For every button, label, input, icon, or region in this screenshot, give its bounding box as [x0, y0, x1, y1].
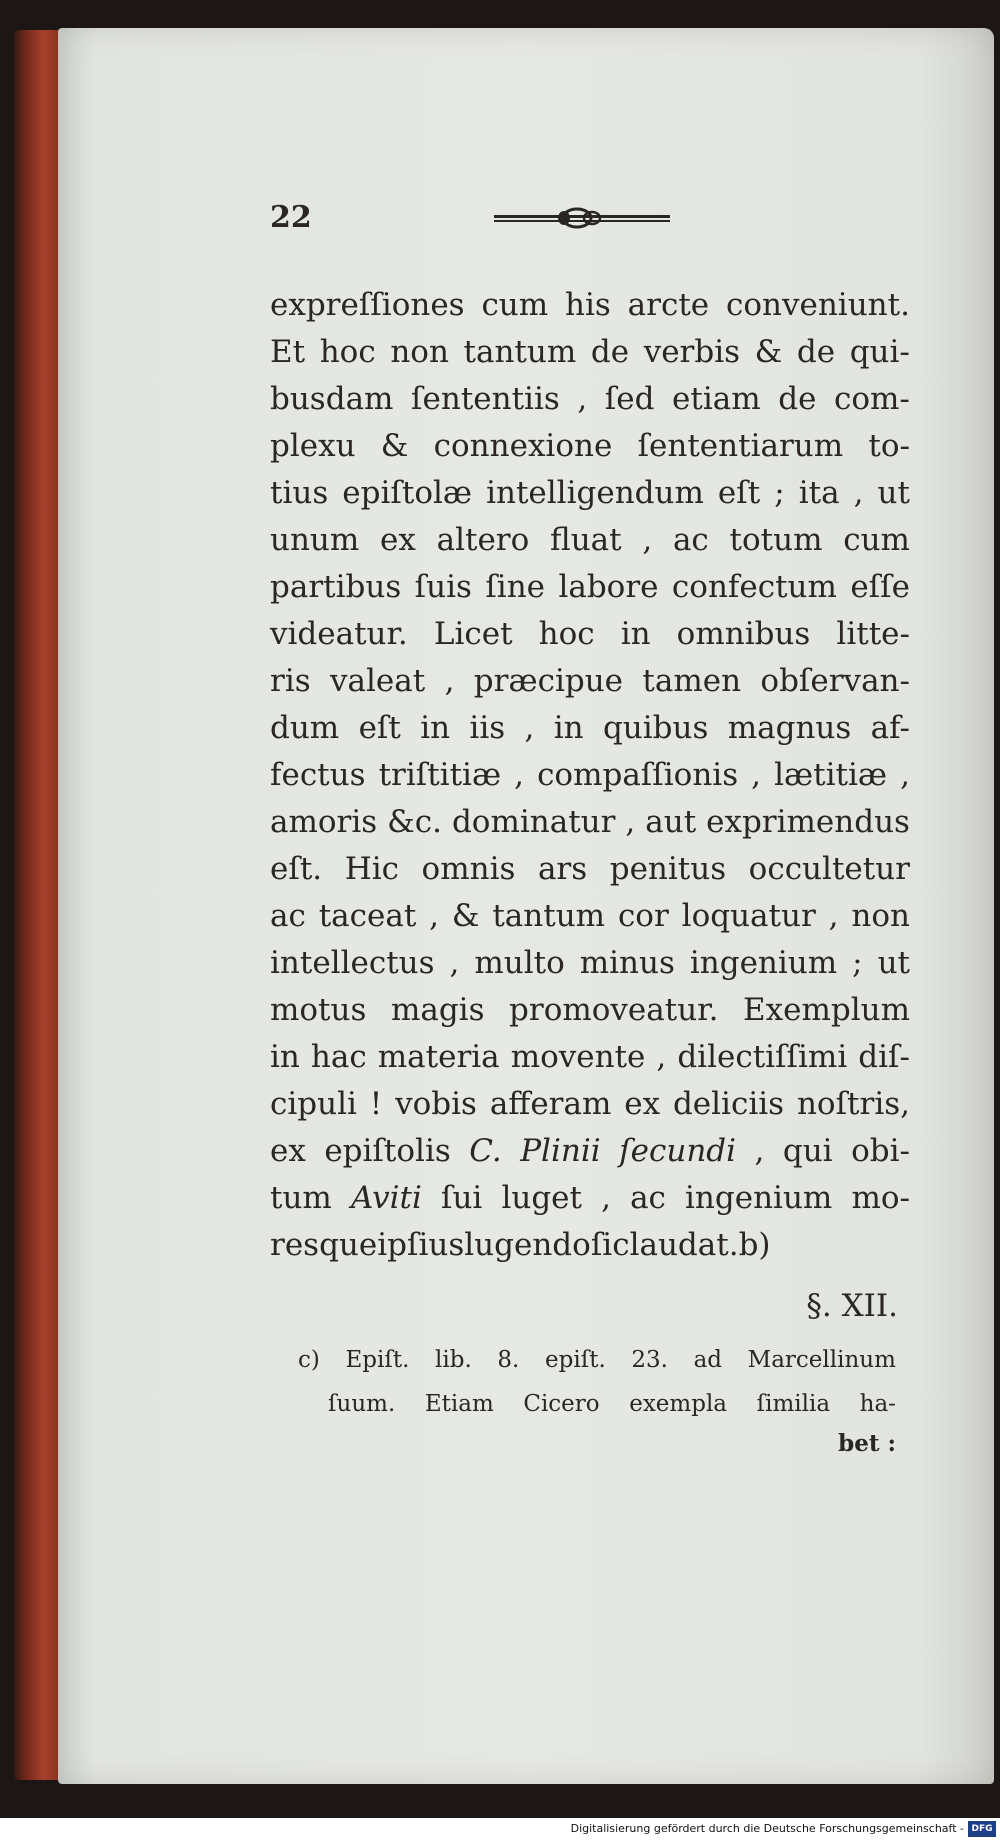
word: magis	[390, 992, 485, 1028]
word: loquatur	[681, 898, 816, 934]
text-line	[270, 329, 910, 376]
footnote-word: ad	[693, 1347, 723, 1373]
word: in	[420, 710, 451, 746]
text-line	[270, 799, 910, 846]
footnote-word: exempla	[629, 1391, 728, 1417]
word: Plinii	[520, 1133, 601, 1169]
footnote-line	[298, 1382, 896, 1426]
word: ingenium	[685, 1180, 833, 1216]
word: cum	[843, 522, 910, 558]
word: Licet	[433, 616, 513, 652]
word: ſententiarum	[637, 428, 844, 464]
word: ,	[853, 475, 864, 511]
word: ,	[577, 381, 588, 417]
word: dominatur	[451, 804, 616, 840]
word: in	[620, 616, 651, 652]
word: in	[270, 1039, 300, 1075]
text-line	[270, 423, 910, 470]
word: videatur.	[270, 616, 408, 652]
word: intelligendum	[486, 475, 704, 511]
word: fectus	[270, 757, 366, 793]
word: cum	[481, 287, 549, 323]
word: qui-	[849, 334, 910, 370]
word: ,	[444, 663, 455, 699]
word: ,	[449, 945, 460, 981]
word: eſt.	[270, 851, 323, 887]
word: intellectus	[270, 945, 435, 981]
word: epiſtolis	[324, 1133, 451, 1169]
word: ,	[642, 522, 653, 558]
text-line	[270, 1034, 910, 1081]
word: ſed	[604, 381, 655, 417]
word: ita	[798, 475, 840, 511]
text-line	[270, 1222, 910, 1269]
word: ,	[429, 898, 440, 934]
page-number: 22	[270, 200, 312, 235]
word: quibus	[602, 710, 709, 746]
word: non	[851, 898, 910, 934]
word: !	[369, 1086, 383, 1122]
word: his	[565, 287, 611, 323]
text-line	[270, 517, 910, 564]
text-line	[270, 611, 910, 658]
word: obſervan-	[760, 663, 910, 699]
text-line	[270, 987, 910, 1034]
word: ac	[270, 898, 306, 934]
word: deliciis	[672, 1086, 785, 1122]
word: taceat	[318, 898, 417, 934]
word: connexione	[433, 428, 613, 464]
word: ,	[524, 710, 535, 746]
word: eſſe	[850, 569, 910, 605]
text-line	[270, 1175, 910, 1222]
word: ac	[672, 522, 709, 558]
text-line	[270, 1081, 910, 1128]
footnote-word: lib.	[435, 1347, 472, 1373]
text-line	[270, 470, 910, 517]
dfg-logo-icon: DFG	[968, 1821, 996, 1837]
footnote-line	[298, 1338, 896, 1382]
word: materia	[377, 1039, 500, 1075]
word: de	[778, 381, 817, 417]
footnote-word: c)	[298, 1347, 320, 1373]
word: ,	[514, 757, 525, 793]
word: omnis	[421, 851, 516, 887]
word: cor	[617, 898, 669, 934]
word: dilectiſſimi	[677, 1039, 848, 1075]
word: ſecundi	[619, 1133, 737, 1169]
word: magnus	[727, 710, 852, 746]
word: ut	[877, 945, 910, 981]
footnote-word: Epiſt.	[345, 1347, 410, 1373]
footnote-word: ſuum.	[328, 1391, 396, 1417]
text-line	[270, 282, 910, 329]
word: cipuli	[270, 1086, 357, 1122]
word: ſui	[440, 1180, 483, 1216]
word: motus	[270, 992, 367, 1028]
word: ipſius	[377, 1227, 465, 1263]
word: conveniunt.	[725, 287, 910, 323]
word: to-	[868, 428, 910, 464]
word: promoveatur.	[509, 992, 719, 1028]
word: expreſſiones	[270, 287, 465, 323]
word: ,	[751, 757, 762, 793]
footnote-word: ha-	[859, 1391, 896, 1417]
text-line	[270, 658, 910, 705]
word: resque	[270, 1227, 378, 1263]
word: plexu	[270, 428, 356, 464]
word: amoris	[270, 804, 378, 840]
word: Et	[270, 334, 306, 370]
footnote-word: 8.	[497, 1347, 520, 1373]
word: obi-	[851, 1133, 910, 1169]
word: valeat	[330, 663, 426, 699]
word: ex	[270, 1133, 306, 1169]
word: ex	[624, 1086, 661, 1122]
catchword: bet :	[838, 1430, 896, 1457]
text-line	[270, 564, 910, 611]
word: labore	[558, 569, 659, 605]
word: &	[754, 334, 783, 370]
word: multo	[474, 945, 565, 981]
word: hac	[310, 1039, 367, 1075]
word: ingenium	[689, 945, 838, 981]
word: eſt	[358, 710, 401, 746]
word: compaſſionis	[537, 757, 739, 793]
word: epiſtolæ	[342, 475, 473, 511]
word: in	[553, 710, 584, 746]
word: partibus	[270, 569, 402, 605]
word: ut	[877, 475, 910, 511]
digitization-footer	[0, 1818, 1000, 1842]
text-line	[270, 940, 910, 987]
word: laudat.	[629, 1227, 739, 1263]
word: busdam	[270, 381, 394, 417]
word: omnibus	[676, 616, 811, 652]
footnote-word: Etiam	[424, 1391, 494, 1417]
text-line	[270, 705, 910, 752]
word: aut	[645, 804, 697, 840]
word: penitus	[609, 851, 727, 887]
footnote-word: Cicero	[523, 1391, 600, 1417]
word: non	[390, 334, 449, 370]
word: ars	[537, 851, 588, 887]
word: ;	[774, 475, 785, 511]
word: Aviti	[350, 1180, 422, 1216]
word: diſ-	[858, 1039, 910, 1075]
word: tantum	[463, 334, 577, 370]
word: lætitiæ	[774, 757, 888, 793]
word: ,	[900, 757, 910, 793]
text-line	[270, 752, 910, 799]
word: &c.	[387, 804, 442, 840]
word: altero	[436, 522, 530, 558]
word: af-	[870, 710, 910, 746]
text-line	[270, 376, 910, 423]
word: qui	[782, 1133, 833, 1169]
text-line	[270, 893, 910, 940]
word: de	[590, 334, 630, 370]
footnote	[298, 1338, 896, 1426]
word: minus	[579, 945, 675, 981]
word: ſententiis	[411, 381, 560, 417]
word: Hic	[344, 851, 399, 887]
word: ac	[630, 1180, 666, 1216]
word: ſic	[590, 1227, 630, 1263]
word: com-	[834, 381, 910, 417]
word: luget	[501, 1180, 582, 1216]
word: ſuis	[414, 569, 472, 605]
word: C.	[469, 1133, 502, 1169]
word: unum	[270, 522, 360, 558]
word: verbis	[643, 334, 741, 370]
footnote-word: epiſt.	[545, 1347, 606, 1373]
word: tius	[270, 475, 329, 511]
word: movente	[510, 1039, 646, 1075]
word: lugendo	[464, 1227, 591, 1263]
footnote-word: Marcellinum	[747, 1347, 896, 1373]
word: triſtitiæ	[378, 757, 502, 793]
word: ſine	[485, 569, 546, 605]
page-header	[270, 200, 910, 240]
word: vobis	[395, 1086, 477, 1122]
header-ornament-icon	[492, 206, 672, 230]
word: dum	[270, 710, 340, 746]
word: hoc	[538, 616, 595, 652]
word: ,	[754, 1133, 765, 1169]
word: confectum	[671, 569, 837, 605]
word: &	[380, 428, 409, 464]
word: totum	[729, 522, 823, 558]
word: ,	[828, 898, 839, 934]
word: ,	[601, 1180, 611, 1216]
word: de	[796, 334, 836, 370]
footnote-word: ſimilia	[756, 1391, 831, 1417]
word: Exemplum	[743, 992, 910, 1028]
main-text	[270, 282, 910, 1269]
word: ;	[852, 945, 863, 981]
funding-credit: Digitalisierung gefördert durch die Deutsche Forschungsgemeinschaft -	[570, 1822, 964, 1835]
word: ,	[656, 1039, 667, 1075]
word: b)	[738, 1227, 771, 1263]
text-line	[270, 846, 910, 893]
word: noſtris,	[796, 1086, 910, 1122]
footnote-word: 23.	[631, 1347, 668, 1373]
word: iis	[469, 710, 506, 746]
word: fluat	[550, 522, 622, 558]
word: litte-	[836, 616, 910, 652]
word: tum	[270, 1180, 332, 1216]
word: eſt	[717, 475, 761, 511]
word: tantum	[492, 898, 606, 934]
word: ex	[380, 522, 416, 558]
word: afferam	[489, 1086, 612, 1122]
word: exprimendus	[706, 804, 910, 840]
word: ,	[625, 804, 636, 840]
word: præcipue	[473, 663, 624, 699]
word: etiam	[672, 381, 761, 417]
text-line	[270, 1128, 910, 1175]
word: &	[451, 898, 480, 934]
word: tamen	[642, 663, 742, 699]
word: mo-	[851, 1180, 910, 1216]
word: ris	[270, 663, 311, 699]
word: occultetur	[748, 851, 910, 887]
section-heading: §. XII.	[806, 1288, 898, 1324]
word: hoc	[319, 334, 376, 370]
word: arcte	[627, 287, 710, 323]
